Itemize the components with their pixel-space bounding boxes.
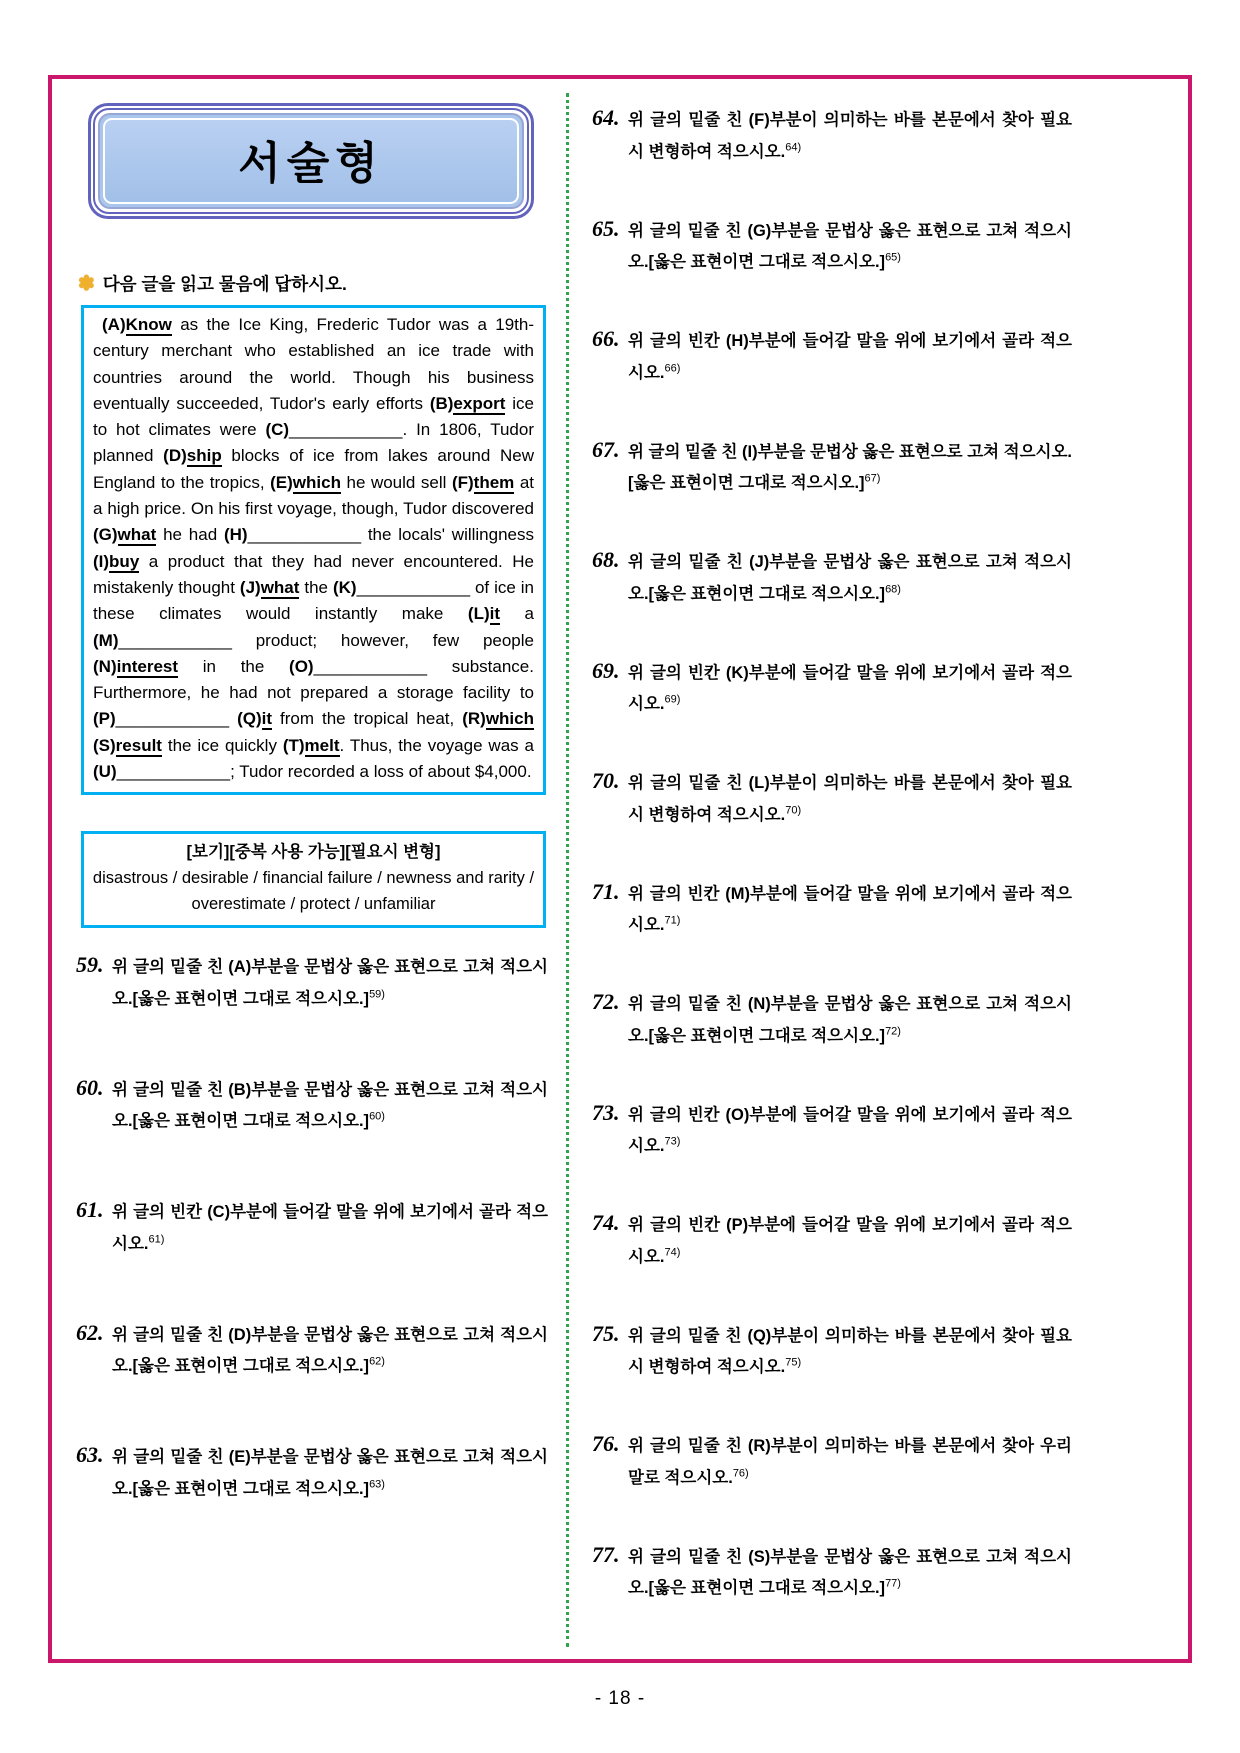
question-text: 위 글의 빈칸 (P)부분에 들어갈 말을 위에 보기에서 골라 적으시오.$^{74)}$: [628, 1216, 1072, 1266]
question-text: 위 글의 밑줄 친 (D)부분을 문법상 옳은 표현으로 고쳐 적으시오.[옳은 표현이면 그대로 적으시오.]$^{62)}$: [112, 1325, 548, 1376]
passage-label: (H): [223, 525, 248, 545]
question-item: [592, 549, 1072, 608]
question-item: [592, 770, 1072, 829]
footnote-ref: 75): [785, 1356, 802, 1369]
question-text: 위 글의 밑줄 친 (S)부분을 문법상 옳은 표현으로 고쳐 적으시오.[옳은 표현이면 그대로 적으시오.]$^{77)}$: [628, 1547, 1072, 1597]
passage-underlined-word: ship: [186, 446, 222, 466]
footnote-ref: 63): [369, 1478, 385, 1491]
passage-label: (M): [93, 630, 119, 650]
question-number: 61.: [76, 1197, 104, 1223]
passage-segment: a product that they had never encountered. He mistakenly thought: [93, 551, 534, 597]
instruction-line: [78, 271, 548, 296]
passage-label: (G): [93, 525, 118, 545]
passage-label: (I): [93, 551, 110, 571]
footnote-ref: 67): [864, 472, 881, 485]
footnote-ref: 62): [369, 1355, 385, 1368]
questions-right: [592, 79, 1072, 1602]
passage-label: (C): [265, 420, 290, 440]
question-item: [592, 1320, 1072, 1382]
passage-segment: from the tropical heat,: [272, 709, 463, 729]
question-text: 위 글의 빈칸 (M)부분에 들어갈 말을 위에 보기에서 골라 적으시오.$^{71)}$: [628, 884, 1072, 934]
passage-label: (J): [239, 577, 261, 597]
column-divider: [566, 93, 569, 1647]
passage-segment: ____________. In 1806, Tudor planned: [93, 420, 534, 466]
passage-segment: in the: [178, 656, 290, 676]
question-item: [76, 1199, 548, 1258]
footnote-ref: 73): [664, 1135, 681, 1148]
passage-underlined-word: which: [292, 472, 341, 492]
question-number: 59.: [76, 952, 104, 978]
question-item: [592, 1212, 1072, 1271]
footnote-ref: 72): [885, 1025, 901, 1037]
question-number: 70.: [592, 768, 620, 793]
passage-segment: the ice quickly: [161, 735, 283, 755]
passage-label: (P): [93, 709, 116, 729]
question-number: 73.: [592, 1099, 620, 1125]
passage-segment: ____________; Tudor recorded a loss of about $4,000.: [116, 762, 532, 782]
question-text: 위 글의 밑줄 친 (J)부분을 문법상 옳은 표현으로 고쳐 적으시오.[옳은 표현이면 그대로 적으시오.]$^{68)}$: [628, 553, 1072, 603]
question-text: 위 글의 밑줄 친 (A)부분을 문법상 옳은 표현으로 고쳐 적으시오.[옳은 표현이면 그대로 적으시오.]$^{59)}$: [112, 958, 548, 1008]
question-number: 74.: [592, 1210, 620, 1235]
passage-segment: ice to hot climates were: [93, 393, 534, 440]
passage-segment: ____________ product; however, few people: [118, 630, 534, 650]
question-text: 위 글의 밑줄 친 (R)부분이 의미하는 바를 본문에서 찾아 우리말로 적으시오.$^{76)}$: [628, 1437, 1072, 1487]
question-item: [76, 1074, 548, 1136]
page-frame: [48, 75, 1192, 1663]
question-item: [76, 1319, 548, 1381]
footnote-ref: 76): [732, 1467, 749, 1479]
footnote-ref: 66): [664, 362, 681, 374]
footnote-ref: 77): [885, 1577, 901, 1590]
question-text: 위 글의 빈칸 (K)부분에 들어갈 말을 위에 보기에서 골라 적으시오.$^{69)}$: [628, 663, 1072, 713]
word-bank-words: disastrous / desirable / financial failure / newness and rarity / overestimate / protect / unfamiliar: [92, 869, 535, 914]
right-column: [592, 79, 1072, 1654]
passage-label: (F): [451, 472, 474, 492]
footnote-ref: 69): [664, 693, 681, 706]
question-item: [592, 328, 1072, 387]
footnote-ref: 64): [785, 141, 802, 153]
question-text: 위 글의 빈칸 (H)부분에 들어갈 말을 위에 보기에서 골라 적으시오.$^{66)}$: [628, 332, 1072, 382]
passage-underlined-word: interest: [116, 656, 179, 676]
passage-segment: . Thus, the voyage was a: [339, 735, 534, 755]
left-column: [76, 79, 548, 1567]
question-item: [592, 657, 1072, 719]
question-number: 77.: [592, 1541, 620, 1567]
passage-segment: blocks of ice from lakes around New England to the tropics,: [93, 446, 534, 492]
question-item: [592, 215, 1072, 277]
question-number: 72.: [592, 989, 620, 1014]
section-title: 서술형: [238, 139, 384, 188]
footnote-ref: 70): [785, 804, 802, 816]
footnote-ref: 61): [148, 1233, 165, 1246]
passage-segment: he had: [156, 525, 224, 545]
question-number: 66.: [592, 326, 620, 351]
passage-segment: ____________ substance. Furthermore, he had not prepared a storage facility to: [93, 656, 534, 703]
passage-text: [93, 312, 534, 785]
passage-segment: as the Ice King, Frederic Tudor was a 19th-century merchant who established an ice trade with countries around the world. Though his business eventually succeeded, Tudor's early efforts: [93, 315, 534, 413]
footnote-ref: 59): [369, 988, 385, 1001]
question-text: 위 글의 밑줄 친 (L)부분이 의미하는 바를 본문에서 찾아 필요시 변형하여 적으시오.$^{70)}$: [628, 774, 1072, 824]
passage-underlined-word: buy: [109, 551, 140, 571]
question-text: 위 글의 밑줄 친 (B)부분을 문법상 옳은 표현으로 고쳐 적으시오.[옳은 표현이면 그대로 적으시오.]$^{60)}$: [112, 1080, 548, 1131]
question-text: 위 글의 밑줄 친 (E)부분을 문법상 옳은 표현으로 고쳐 적으시오.[옳은 표현이면 그대로 적으시오.]$^{63)}$: [112, 1448, 548, 1498]
passage-label: (N): [93, 656, 117, 676]
question-item: [76, 954, 548, 1013]
passage-label: (R): [462, 709, 486, 729]
question-number: 62.: [76, 1319, 104, 1345]
passage-segment: the: [299, 577, 333, 597]
passage-underlined-word: them: [473, 472, 515, 492]
passage-label: (S): [93, 735, 116, 755]
question-text: 위 글의 밑줄 친 (G)부분을 문법상 옳은 표현으로 고쳐 적으시오.[옳은 표현이면 그대로 적으시오.]$^{65)}$: [628, 221, 1072, 271]
question-text: 위 글의 밑줄 친 (N)부분을 문법상 옳은 표현으로 고쳐 적으시오.[옳은 표현이면 그대로 적으시오.]$^{72)}$: [628, 995, 1072, 1045]
question-number: 67.: [592, 436, 620, 462]
passage-segment: he would sell: [340, 472, 452, 492]
passage-underlined-word: what: [260, 577, 300, 597]
passage-label: (O): [289, 656, 314, 676]
word-bank-title: [보기][중복 사용 가능][필요시 변형]: [186, 843, 441, 862]
footnote-ref: 71): [664, 914, 681, 927]
question-number: 60.: [76, 1074, 104, 1100]
question-item: [592, 107, 1072, 166]
question-item: [592, 436, 1072, 498]
footnote-ref: 60): [369, 1110, 385, 1123]
passage-segment: at a high price. On his first voyage, though, Tudor discovered: [93, 472, 534, 519]
questions-left: [76, 954, 548, 1503]
question-text: 위 글의 빈칸 (C)부분에 들어갈 말을 위에 보기에서 골라 적으시오.$^{61)}$: [112, 1203, 548, 1253]
passage-underlined-word: which: [485, 709, 534, 729]
passage-segment: ____________ the locals' willingness: [247, 525, 534, 545]
question-number: 64.: [592, 105, 620, 130]
question-item: [592, 1433, 1072, 1492]
passage-underlined-word: it: [261, 709, 273, 729]
question-number: 69.: [592, 657, 620, 683]
question-text: 위 글의 빈칸 (O)부분에 들어갈 말을 위에 보기에서 골라 적으시오.$^{73)}$: [628, 1105, 1072, 1155]
passage-segment: ____________: [115, 709, 238, 729]
question-number: 63.: [76, 1442, 104, 1468]
passage-underlined-word: what: [117, 525, 157, 545]
passage-label: (L): [467, 604, 490, 624]
header-box: [88, 103, 534, 219]
footnote-ref: 74): [664, 1246, 681, 1258]
question-text: 위 글의 밑줄 친 (Q)부분이 의미하는 바를 본문에서 찾아 필요시 변형하여 적으시오.$^{75)}$: [628, 1326, 1072, 1376]
flower-icon: ✽: [78, 272, 95, 295]
passage-label: (Q): [237, 709, 262, 729]
word-bank-box: [81, 831, 546, 928]
question-number: 68.: [592, 547, 620, 572]
question-item: [76, 1444, 548, 1503]
question-text: 위 글의 밑줄 친 (F)부분이 의미하는 바를 본문에서 찾아 필요시 변형하여 적으시오.$^{64)}$: [628, 111, 1072, 161]
passage-label: (B): [429, 393, 454, 413]
question-number: 71.: [592, 878, 620, 904]
passage-label: (K): [332, 577, 357, 597]
passage-label: (T): [282, 735, 305, 755]
passage-label: (U): [93, 762, 117, 782]
question-item: [592, 991, 1072, 1050]
question-number: 65.: [592, 215, 620, 241]
question-number: 75.: [592, 1320, 620, 1346]
passage-label: (E): [270, 472, 293, 492]
passage-underlined-word: it: [489, 604, 501, 624]
footnote-ref: 65): [885, 251, 901, 264]
passage-segment: ____________ of ice in these climates would instantly make: [93, 577, 535, 624]
question-text: 위 글의 밑줄 친 (I)부분을 문법상 옳은 표현으로 고쳐 적으시오.[옳은 표현이면 그대로 적으시오.]$^{67)}$: [628, 442, 1072, 492]
instruction-text: 다음 글을 읽고 물음에 답하시오.: [102, 274, 347, 294]
passage-underlined-word: export: [453, 393, 506, 413]
page-number: - 18 -: [594, 1688, 646, 1709]
passage-box: [81, 305, 546, 795]
passage-underlined-word: Know: [125, 315, 172, 334]
footnote-ref: 68): [885, 583, 901, 595]
passage-label: (A): [102, 315, 126, 334]
question-number: 76.: [592, 1431, 620, 1456]
passage-underlined-word: result: [115, 735, 162, 755]
question-item: [592, 1099, 1072, 1161]
passage-underlined-word: melt: [304, 735, 340, 755]
question-item: [592, 878, 1072, 940]
passage-segment: a: [500, 604, 534, 624]
question-item: [592, 1541, 1072, 1603]
passage-label: (D): [163, 446, 187, 466]
